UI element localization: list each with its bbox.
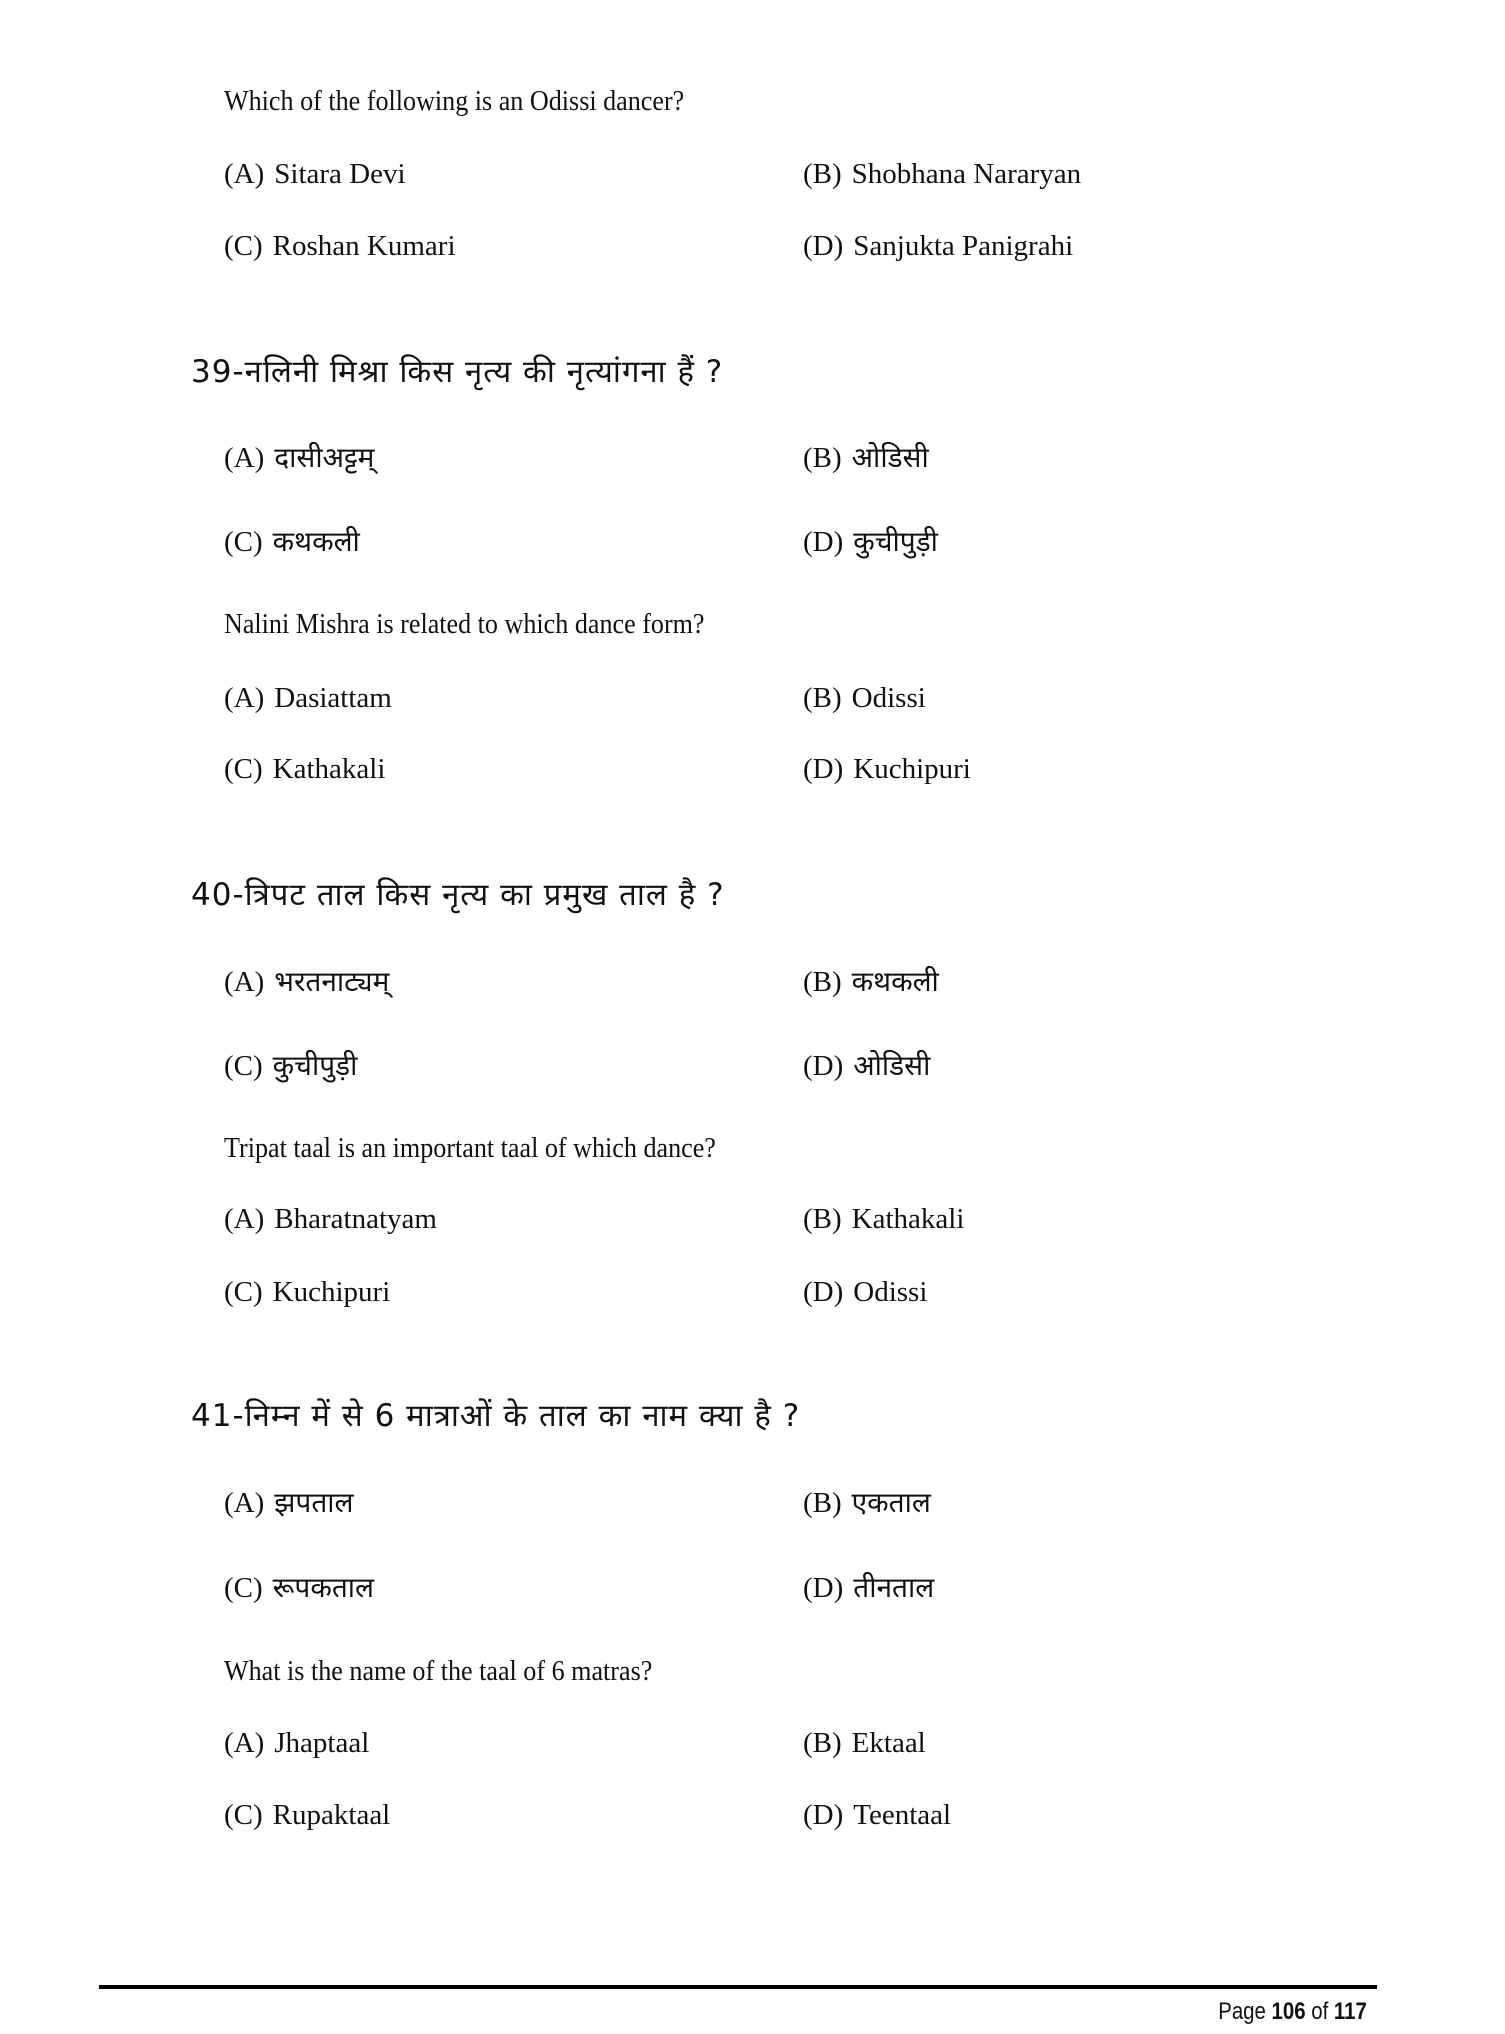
question-text: What is the name of the taal of 6 matras?: [224, 1655, 653, 1687]
option-label: (C): [224, 1799, 263, 1831]
current-page: 106: [1271, 1998, 1306, 2025]
answer-option: [224, 1046, 357, 1086]
option-label: (C): [224, 1572, 263, 1604]
answer-option: [803, 1199, 964, 1239]
option-text: ओडिसी: [853, 1049, 931, 1082]
answer-option: [803, 522, 938, 562]
option-label: (A): [224, 442, 265, 474]
answer-option: [224, 749, 385, 789]
answer-option: [803, 1723, 926, 1763]
option-label: (B): [803, 966, 842, 998]
option-text: Ektaal: [851, 1727, 926, 1759]
option-text: Odissi: [851, 682, 926, 714]
option-label: (B): [803, 158, 842, 190]
option-text: Kuchipuri: [272, 1276, 391, 1308]
option-text: Shobhana Nararyan: [851, 158, 1082, 190]
question-text: 39-नलिनी मिश्रा किस नृत्य की नृत्यांगना हैं ?: [191, 354, 724, 390]
answer-option: [803, 1568, 934, 1608]
option-text: तीनताल: [853, 1571, 935, 1604]
option-text: Dasiattam: [274, 682, 392, 714]
option-label: (B): [803, 442, 842, 474]
option-text: रूपकताल: [272, 1571, 375, 1604]
option-label: (C): [224, 753, 263, 785]
answer-option: [224, 1483, 354, 1523]
page-prefix: Page: [1218, 1998, 1272, 2025]
answer-option: [224, 962, 389, 1002]
answer-option: [224, 678, 392, 718]
option-text: कथकली: [272, 525, 360, 558]
option-text: Teentaal: [853, 1799, 952, 1831]
answer-option: [224, 1795, 390, 1835]
option-label: (A): [224, 1727, 265, 1759]
answer-option: [803, 438, 929, 478]
option-text: Sitara Devi: [274, 158, 406, 190]
option-label: (C): [224, 1276, 263, 1308]
option-label: (B): [803, 1203, 842, 1235]
option-text: Roshan Kumari: [272, 230, 456, 262]
option-text: कुचीपुड़ी: [272, 1049, 358, 1082]
answer-option: [803, 1795, 951, 1835]
answer-option: [803, 226, 1073, 266]
answer-option: [803, 962, 939, 1002]
option-label: (D): [803, 1572, 844, 1604]
option-text: Kathakali: [851, 1203, 965, 1235]
option-label: (C): [224, 526, 263, 558]
question-text: 40-त्रिपट ताल किस नृत्य का प्रमुख ताल है ?: [191, 877, 725, 913]
answer-option: [803, 1483, 931, 1523]
answer-option: [803, 1272, 927, 1312]
answer-option: [224, 154, 406, 194]
option-text: Bharatnatyam: [274, 1203, 437, 1235]
page-of: of: [1305, 1998, 1335, 2025]
answer-option: [224, 522, 360, 562]
answer-option: [224, 1568, 374, 1608]
option-text: Kathakali: [272, 753, 386, 785]
option-text: ओडिसी: [851, 441, 929, 474]
option-text: दासीअट्टम्: [274, 441, 375, 474]
answer-option: [803, 678, 926, 718]
option-label: (B): [803, 1487, 842, 1519]
option-label: (C): [224, 230, 263, 262]
option-label: (B): [803, 1727, 842, 1759]
answer-option: [224, 438, 374, 478]
option-text: Kuchipuri: [853, 753, 971, 785]
total-pages: 117: [1334, 1998, 1367, 2025]
answer-option: [224, 1723, 369, 1763]
answer-option: [224, 226, 456, 266]
option-label: (D): [803, 526, 844, 558]
option-label: (A): [224, 682, 265, 714]
option-label: (D): [803, 230, 844, 262]
question-text: 41-निम्न में से 6 मात्राओं के ताल का नाम क्या है ?: [191, 1398, 801, 1434]
answer-option: [803, 154, 1081, 194]
answer-option: [803, 749, 971, 789]
question-text: Which of the following is an Odissi dancer?: [224, 85, 685, 117]
option-text: Sanjukta Panigrahi: [853, 230, 1074, 262]
option-text: कुचीपुड़ी: [853, 525, 938, 558]
option-label: (B): [803, 682, 842, 714]
option-label: (D): [803, 753, 844, 785]
answer-option: [224, 1272, 390, 1312]
option-label: (A): [224, 158, 265, 190]
option-text: Jhaptaal: [274, 1727, 370, 1759]
question-text: Tripat taal is an important taal of which dance?: [224, 1132, 716, 1164]
question-text: Nalini Mishra is related to which dance form?: [224, 608, 705, 640]
option-text: एकताल: [851, 1486, 931, 1519]
option-label: (A): [224, 1487, 265, 1519]
option-label: (A): [224, 1203, 265, 1235]
answer-option: [224, 1199, 437, 1239]
option-label: (A): [224, 966, 265, 998]
option-text: कथकली: [851, 965, 939, 998]
answer-option: [803, 1046, 930, 1086]
option-label: (D): [803, 1799, 844, 1831]
option-label: (D): [803, 1050, 844, 1082]
option-text: Odissi: [853, 1276, 928, 1308]
option-text: झपताल: [274, 1486, 354, 1519]
option-label: (D): [803, 1276, 844, 1308]
page-number: [1218, 1998, 1367, 2026]
option-text: Rupaktaal: [272, 1799, 391, 1831]
footer-divider: [99, 1985, 1377, 1989]
option-text: भरतनाट्यम्: [274, 965, 390, 998]
option-label: (C): [224, 1050, 263, 1082]
